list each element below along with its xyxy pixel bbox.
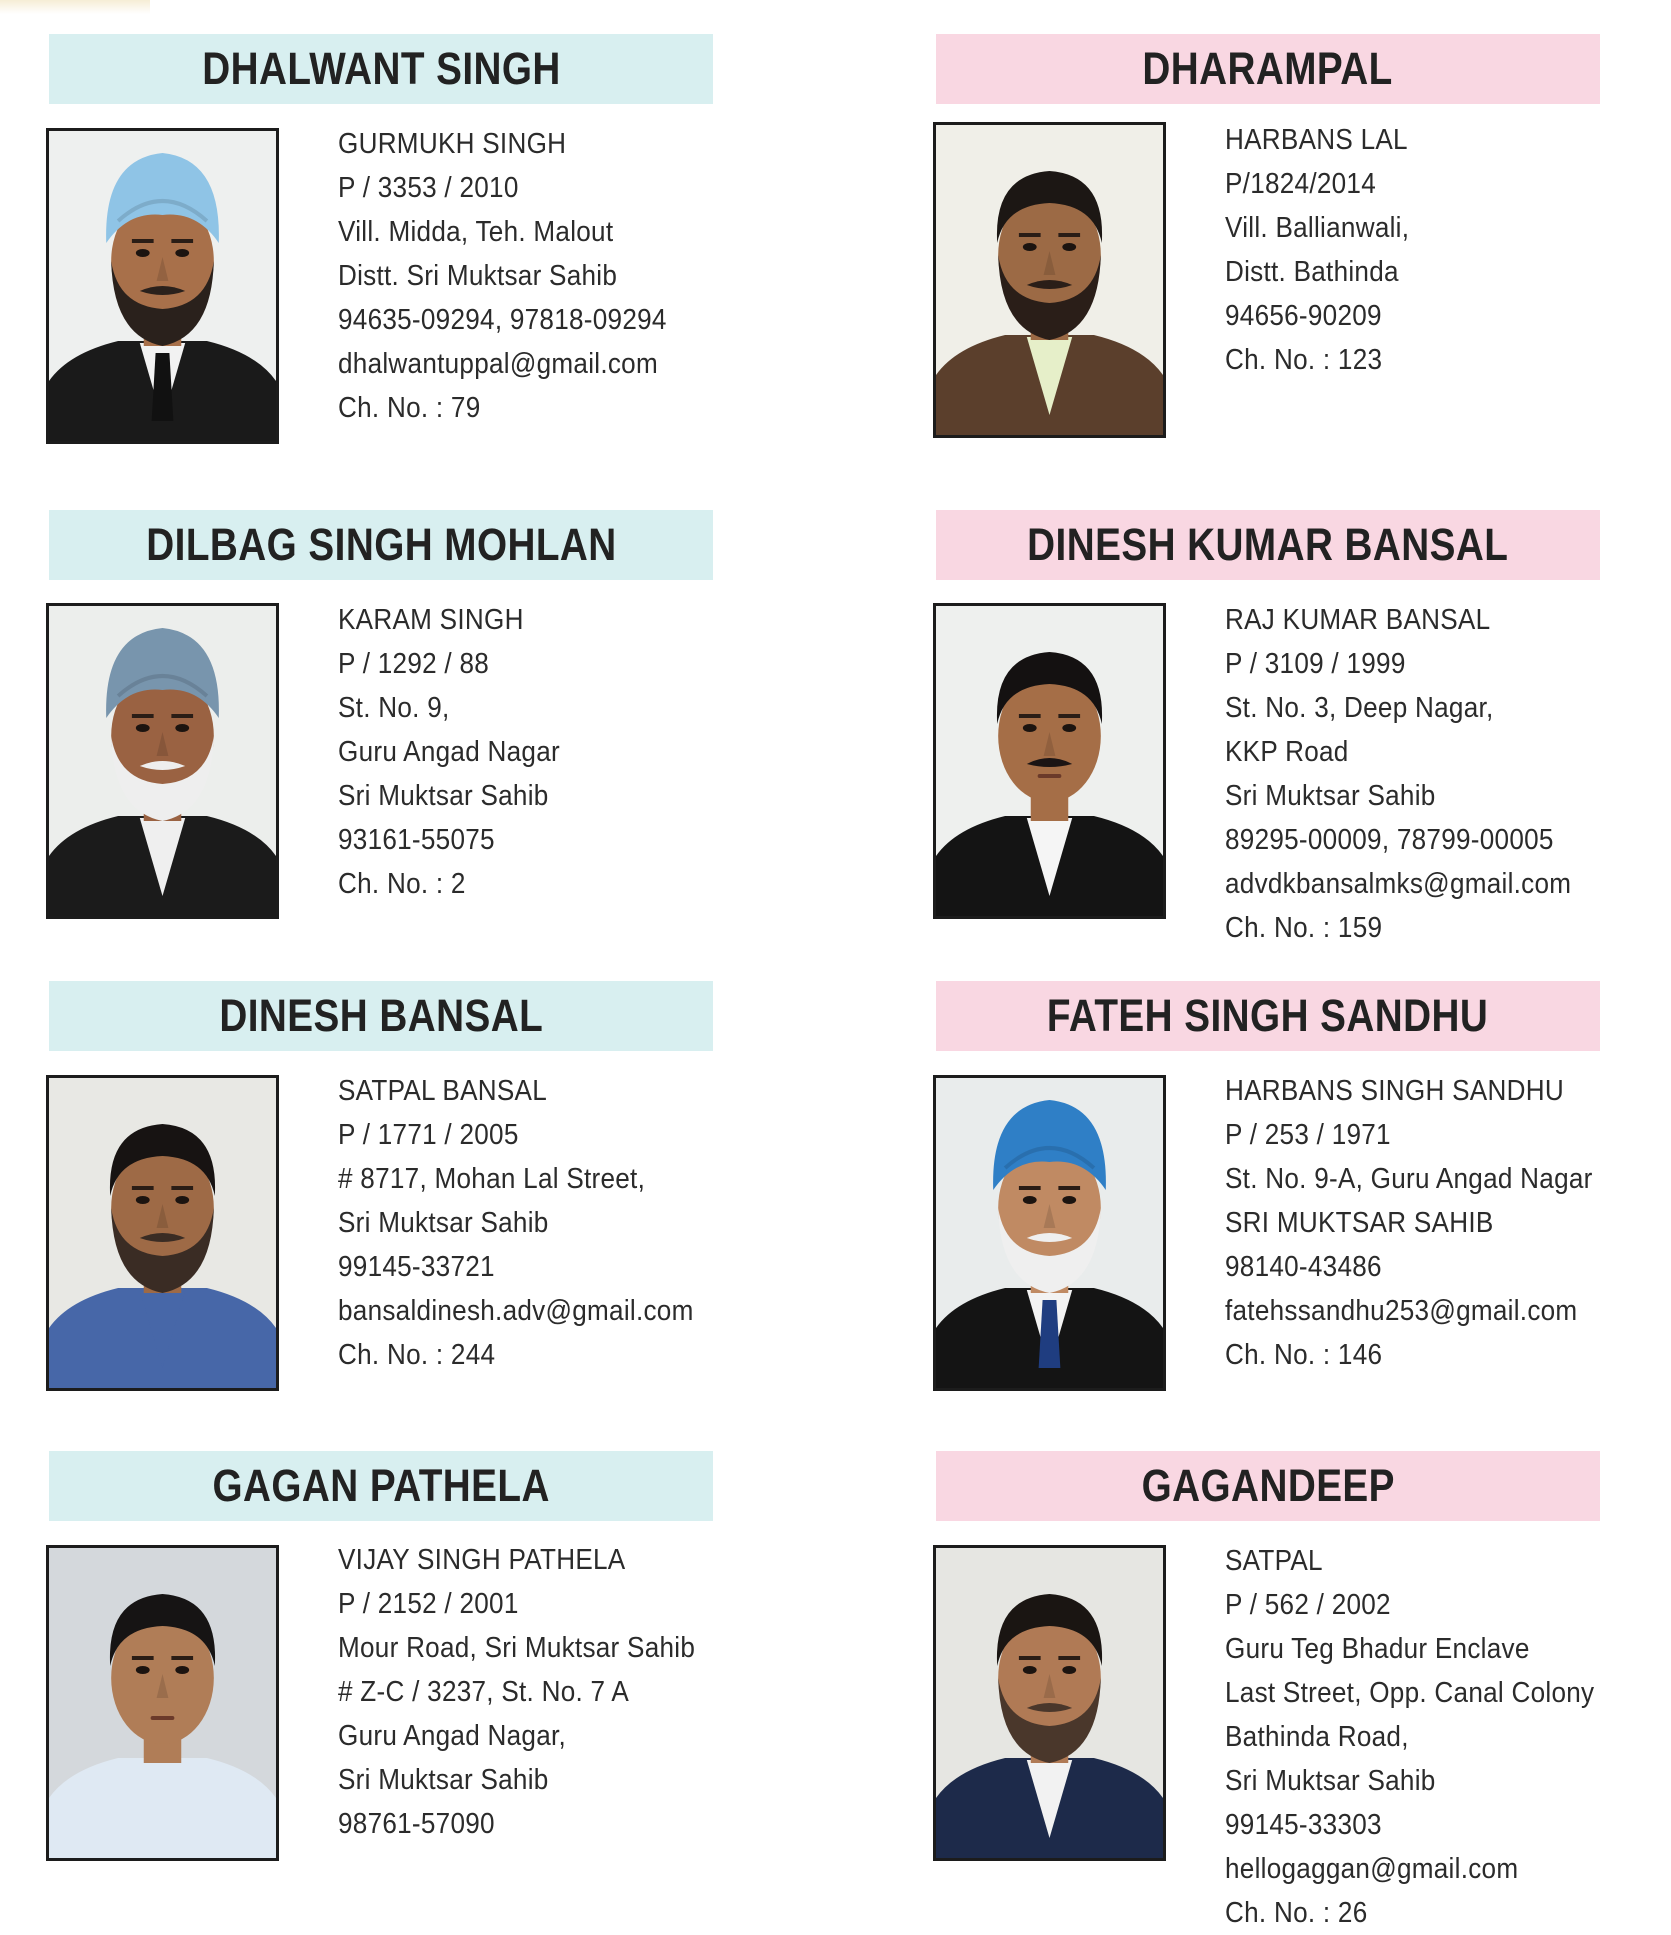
detail-text: 98140-43486 [1225,1251,1382,1283]
detail-text: Distt. Sri Muktsar Sahib [338,260,618,292]
detail-text: advdkbansalmks@gmail.com [1225,868,1572,900]
detail-line [338,642,858,686]
detail-text: Ch. No. : 79 [338,392,481,424]
detail-text: Sri Muktsar Sahib [338,780,549,812]
advocate-card [49,34,849,494]
detail-text: KARAM SINGH [338,604,524,636]
detail-text: 99145-33303 [1225,1809,1382,1841]
advocate-name-bar [49,34,713,104]
detail-text: KKP Road [1225,736,1349,768]
detail-line [338,122,858,166]
detail-text: GURMUKH SINGH [338,128,567,160]
detail-text: fatehssandhu253@gmail.com [1225,1295,1578,1327]
detail-line [1225,1289,1671,1333]
detail-line [1225,1847,1671,1891]
advocate-photo [46,603,279,919]
detail-line [1225,250,1671,294]
detail-line [338,210,858,254]
detail-text: Guru Teg Bhadur Enclave [1225,1633,1530,1665]
detail-line [1225,1245,1671,1289]
advocate-details [1225,118,1671,382]
detail-text: Ch. No. : 159 [1225,912,1383,944]
detail-line [1225,162,1671,206]
detail-line [338,1069,858,1113]
detail-text: Distt. Bathinda [1225,256,1399,288]
detail-text: Vill. Midda, Teh. Malout [338,216,614,248]
advocate-details [1225,1539,1671,1935]
detail-text: Sri Muktsar Sahib [338,1764,549,1796]
detail-text: P/1824/2014 [1225,168,1377,200]
detail-line [338,818,858,862]
detail-text: P / 3353 / 2010 [338,172,519,204]
detail-text: 98761-57090 [338,1808,495,1840]
detail-line [338,1626,858,1670]
detail-text: P / 1771 / 2005 [338,1119,519,1151]
detail-line [338,1670,858,1714]
advocate-name: DHARAMPAL [1142,43,1394,94]
advocate-name-bar [936,34,1600,104]
advocate-card [936,981,1671,1441]
advocate-name-bar [936,981,1600,1051]
detail-line [1225,774,1671,818]
detail-line [1225,1113,1671,1157]
detail-line [1225,206,1671,250]
detail-line [1225,1803,1671,1847]
detail-text: HARBANS LAL [1225,124,1408,156]
advocate-photo [933,1545,1166,1861]
detail-line [1225,1583,1671,1627]
advocate-photo [46,1075,279,1391]
advocate-photo [46,1545,279,1861]
detail-text: hellogaggan@gmail.com [1225,1853,1519,1885]
detail-text: # Z-C / 3237, St. No. 7 A [338,1676,630,1708]
detail-line [1225,118,1671,162]
detail-line [338,1758,858,1802]
detail-text: RAJ KUMAR BANSAL [1225,604,1491,636]
advocate-card [49,510,849,970]
detail-text: P / 3109 / 1999 [1225,648,1406,680]
advocate-details [338,122,858,430]
detail-line [1225,1201,1671,1245]
detail-line [1225,1157,1671,1201]
advocate-card [936,34,1671,494]
detail-text: P / 1292 / 88 [338,648,490,680]
detail-line [338,1714,858,1758]
detail-text: P / 253 / 1971 [1225,1119,1391,1151]
detail-line [338,254,858,298]
detail-line [1225,1069,1671,1113]
advocate-name: DINESH BANSAL [219,990,543,1041]
detail-text: 94635-09294, 97818-09294 [338,304,667,336]
advocate-card [936,1451,1671,1929]
detail-text: # 8717, Mohan Lal Street, [338,1163,646,1195]
advocate-details [338,1538,858,1846]
detail-text: Bathinda Road, [1225,1721,1409,1753]
detail-line [338,1289,858,1333]
detail-line [338,386,858,430]
detail-line [1225,1891,1671,1935]
detail-text: dhalwantuppal@gmail.com [338,348,658,380]
detail-text: Mour Road, Sri Muktsar Sahib [338,1632,696,1664]
detail-line [1225,598,1671,642]
detail-line [1225,1333,1671,1377]
detail-line [1225,1715,1671,1759]
advocate-details [338,1069,858,1377]
detail-line [1225,338,1671,382]
detail-line [338,1201,858,1245]
advocate-photo [933,603,1166,919]
advocate-card [49,1451,849,1911]
advocate-photo [933,1075,1166,1391]
detail-line [338,1538,858,1582]
detail-line [1225,686,1671,730]
detail-line [338,774,858,818]
detail-line [1225,1627,1671,1671]
detail-text: Vill. Ballianwali, [1225,212,1410,244]
advocate-details [338,598,858,906]
advocate-card [49,981,849,1441]
detail-line [338,1582,858,1626]
detail-line [1225,1539,1671,1583]
detail-text: SRI MUKTSAR SAHIB [1225,1207,1494,1239]
detail-text: Sri Muktsar Sahib [1225,780,1436,812]
detail-text: bansaldinesh.adv@gmail.com [338,1295,694,1327]
advocate-name-bar [936,1451,1600,1521]
detail-line [338,1802,858,1846]
detail-text: 94656-90209 [1225,300,1382,332]
detail-text: Ch. No. : 146 [1225,1339,1383,1371]
corner-decoration [0,0,150,14]
advocate-name: DILBAG SINGH MOHLAN [145,519,617,570]
detail-text: HARBANS SINGH SANDHU [1225,1075,1564,1107]
detail-line [1225,862,1671,906]
detail-text: Sri Muktsar Sahib [338,1207,549,1239]
detail-text: Guru Angad Nagar, [338,1720,567,1752]
detail-text: Ch. No. : 123 [1225,344,1383,376]
detail-text: Last Street, Opp. Canal Colony [1225,1677,1595,1709]
detail-line [338,166,858,210]
advocate-photo [46,128,279,444]
detail-text: 93161-55075 [338,824,495,856]
detail-line [1225,730,1671,774]
detail-line [1225,1759,1671,1803]
detail-text: Guru Angad Nagar [338,736,560,768]
detail-line [338,1245,858,1289]
advocate-name: GAGANDEEP [1141,1460,1395,1511]
detail-line [338,730,858,774]
detail-text: Ch. No. : 244 [338,1339,496,1371]
detail-text: St. No. 3, Deep Nagar, [1225,692,1494,724]
advocate-name: DHALWANT SINGH [201,43,561,94]
advocate-name-bar [49,510,713,580]
advocate-name-bar [49,981,713,1051]
advocate-card [936,510,1671,970]
detail-line [1225,818,1671,862]
detail-text: SATPAL [1225,1545,1323,1577]
detail-text: P / 562 / 2002 [1225,1589,1391,1621]
detail-line [338,1113,858,1157]
detail-line [338,1333,858,1377]
detail-line [1225,642,1671,686]
detail-text: Ch. No. : 2 [338,868,466,900]
detail-text: 89295-00009, 78799-00005 [1225,824,1554,856]
detail-text: Ch. No. : 26 [1225,1897,1368,1929]
advocate-photo [933,122,1166,438]
advocate-name-bar [49,1451,713,1521]
detail-line [338,686,858,730]
detail-line [338,598,858,642]
detail-line [338,862,858,906]
detail-line [338,342,858,386]
detail-text: P / 2152 / 2001 [338,1588,519,1620]
advocate-details [1225,1069,1671,1377]
detail-text: St. No. 9, [338,692,450,724]
detail-text: SATPAL BANSAL [338,1075,548,1107]
detail-line [338,298,858,342]
detail-line [1225,906,1671,950]
advocate-name-bar [936,510,1600,580]
detail-line [1225,1671,1671,1715]
advocate-details [1225,598,1671,950]
detail-line [1225,294,1671,338]
detail-text: Sri Muktsar Sahib [1225,1765,1436,1797]
advocate-name: DINESH KUMAR BANSAL [1027,519,1509,570]
advocate-name: GAGAN PATHELA [212,1460,550,1511]
advocate-name: FATEH SINGH SANDHU [1047,990,1489,1041]
detail-text: 99145-33721 [338,1251,495,1283]
detail-text: St. No. 9-A, Guru Angad Nagar [1225,1163,1593,1195]
detail-text: VIJAY SINGH PATHELA [338,1544,626,1576]
detail-line [338,1157,858,1201]
